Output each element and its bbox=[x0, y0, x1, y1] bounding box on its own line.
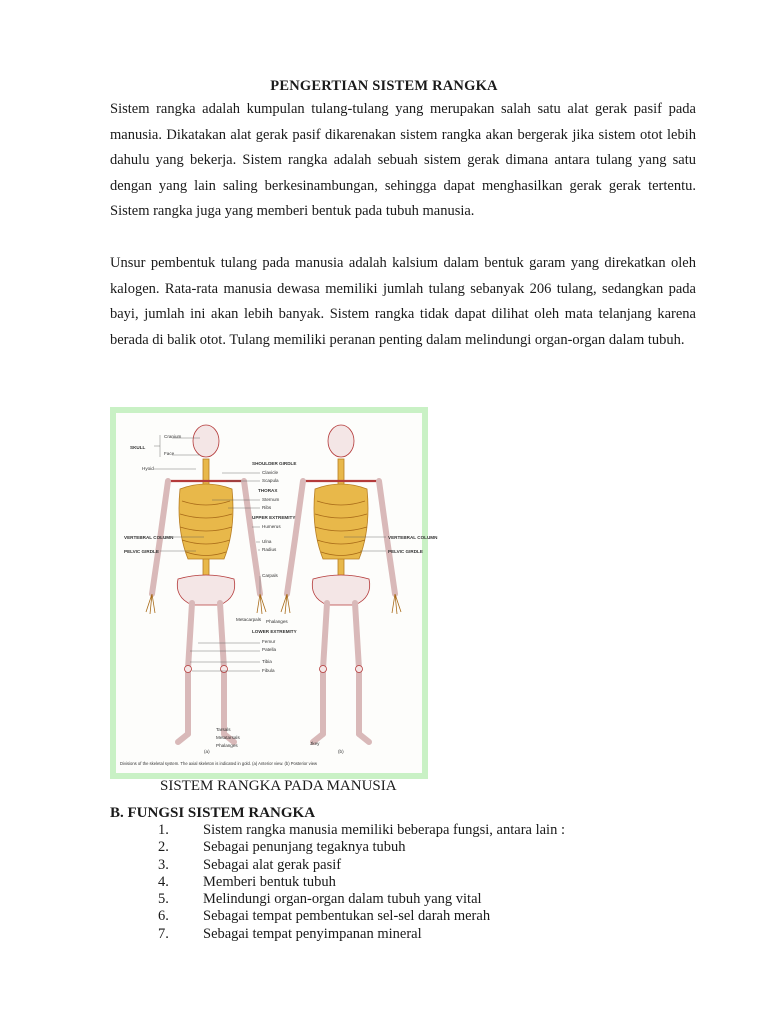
label-tarsals: Tarsals bbox=[216, 727, 231, 732]
label-phalanges-hand: Phalanges bbox=[266, 619, 288, 624]
label-scapula: Scapula bbox=[262, 478, 279, 483]
list-number: 7. bbox=[158, 925, 169, 942]
list-text: Sebagai alat gerak pasif bbox=[203, 856, 342, 873]
list-text: Memberi bentuk tubuh bbox=[203, 873, 336, 890]
label-face: Face bbox=[164, 451, 175, 456]
label-cranium: Cranium bbox=[164, 434, 182, 439]
label-skull: SKULL bbox=[130, 445, 146, 450]
list-text: Sebagai tempat pembentukan sel-sel darah merah bbox=[203, 908, 491, 925]
skeleton-illustration bbox=[116, 413, 438, 773]
skeleton-diagram bbox=[116, 413, 438, 773]
skeleton-figure bbox=[110, 407, 438, 779]
list-number: 5. bbox=[158, 891, 169, 908]
paragraph-definition: Sistem rangka adalah kumpulan tulang-tulang yang merupakan salah satu alat gerak pasif pada manusia. Dikatakan alat gerak pasif dikarenakan sistem rangka akan bergerak jika sistem otot lebih dahulu yang bekerja. Sistem rangka adalah sebuah sistem gerak dimana antara tulang yang satu dengan yang lain saling berkesinambungan, sehingga dapat menghasilkan gerak gerak tertentu. Sistem rangka juga yang memberi bentuk pada tubuh manusia. bbox=[110, 101, 696, 220]
label-artist: Jkey bbox=[310, 741, 320, 746]
anterior-skeleton bbox=[146, 425, 266, 742]
list-text: Melindungi organ-organ dalam tubuh yang vital bbox=[203, 891, 482, 908]
list-text: Sistem rangka manusia memiliki beberapa fungsi, antara lain : bbox=[203, 822, 565, 838]
label-pelvic-girdle-left: PELVIC GIRDLE bbox=[124, 549, 159, 554]
label-lower-extremity: LOWER EXTREMITY bbox=[252, 629, 297, 634]
label-vertebral-column-right: VERTEBRAL COLUMN bbox=[388, 535, 438, 540]
label-femur: Femur bbox=[262, 639, 276, 644]
label-ribs: Ribs bbox=[262, 505, 272, 510]
label-patella: Patella bbox=[262, 647, 277, 652]
label-view-a: (a) bbox=[204, 749, 210, 754]
label-vertebral-column-left: VERTEBRAL COLUMN bbox=[124, 535, 174, 540]
posterior-skeleton bbox=[281, 425, 401, 742]
label-carpals: Carpals bbox=[262, 573, 278, 578]
label-metatarsals: Metatarsals bbox=[216, 735, 240, 740]
label-ulna: Ulna bbox=[262, 539, 272, 544]
paragraph-composition: Unsur pembentuk tulang pada manusia adalah kalsium dalam bentuk garam yang direkatkan oleh kalogen. Rata-rata manusia dewasa memiliki jumlah tulang sebanyak 206 tulang, sedangkan pada bayi, jumlah ini akan lebih banyak. Sistem rangka tidak dapat dilihat oleh mata telanjang karena berada di balik otot. Tulang memiliki peranan penting dalam melindungi organ-organ dalam tubuh. bbox=[110, 255, 696, 348]
label-view-b: (b) bbox=[338, 749, 344, 754]
figure-footnote: Divisions of the skeletal system. The axial skeleton is indicated in gold. (a) Anterior view. (b) Posterior view bbox=[120, 761, 318, 766]
list-text: Sebagai penunjang tegaknya tubuh bbox=[203, 839, 406, 856]
label-hyoid: Hyoid bbox=[142, 466, 154, 471]
page-title: PENGERTIAN SISTEM RANGKA bbox=[270, 78, 498, 94]
figure-caption: SISTEM RANGKA PADA MANUSIA bbox=[160, 778, 397, 794]
label-thorax: THORAX bbox=[258, 488, 278, 493]
label-radius: Radius bbox=[262, 547, 277, 552]
label-pelvic-girdle-right: PELVIC GIRDLE bbox=[388, 549, 423, 554]
label-metacarpals: Metacarpals bbox=[236, 617, 262, 622]
label-sternum: Sternum bbox=[262, 497, 280, 502]
label-humerus: Humerus bbox=[262, 524, 281, 529]
label-tibia: Tibia bbox=[262, 659, 272, 664]
list-number: 1. bbox=[158, 822, 169, 838]
section-heading: B. FUNGSI SISTEM RANGKA bbox=[110, 805, 316, 821]
list-number: 3. bbox=[158, 856, 169, 873]
label-phalanges-foot: Phalanges bbox=[216, 743, 238, 748]
label-upper-extremity: UPPER EXTREMITY bbox=[252, 515, 296, 520]
label-clavicle: Clavicle bbox=[262, 470, 279, 475]
label-fibula: Fibula bbox=[262, 668, 275, 673]
list-number: 6. bbox=[158, 908, 169, 925]
list-text: Sebagai tempat penyimpanan mineral bbox=[203, 925, 422, 942]
label-shoulder-girdle: SHOULDER GIRDLE bbox=[252, 461, 297, 466]
list-number: 2. bbox=[158, 839, 169, 856]
list-number: 4. bbox=[158, 873, 169, 890]
